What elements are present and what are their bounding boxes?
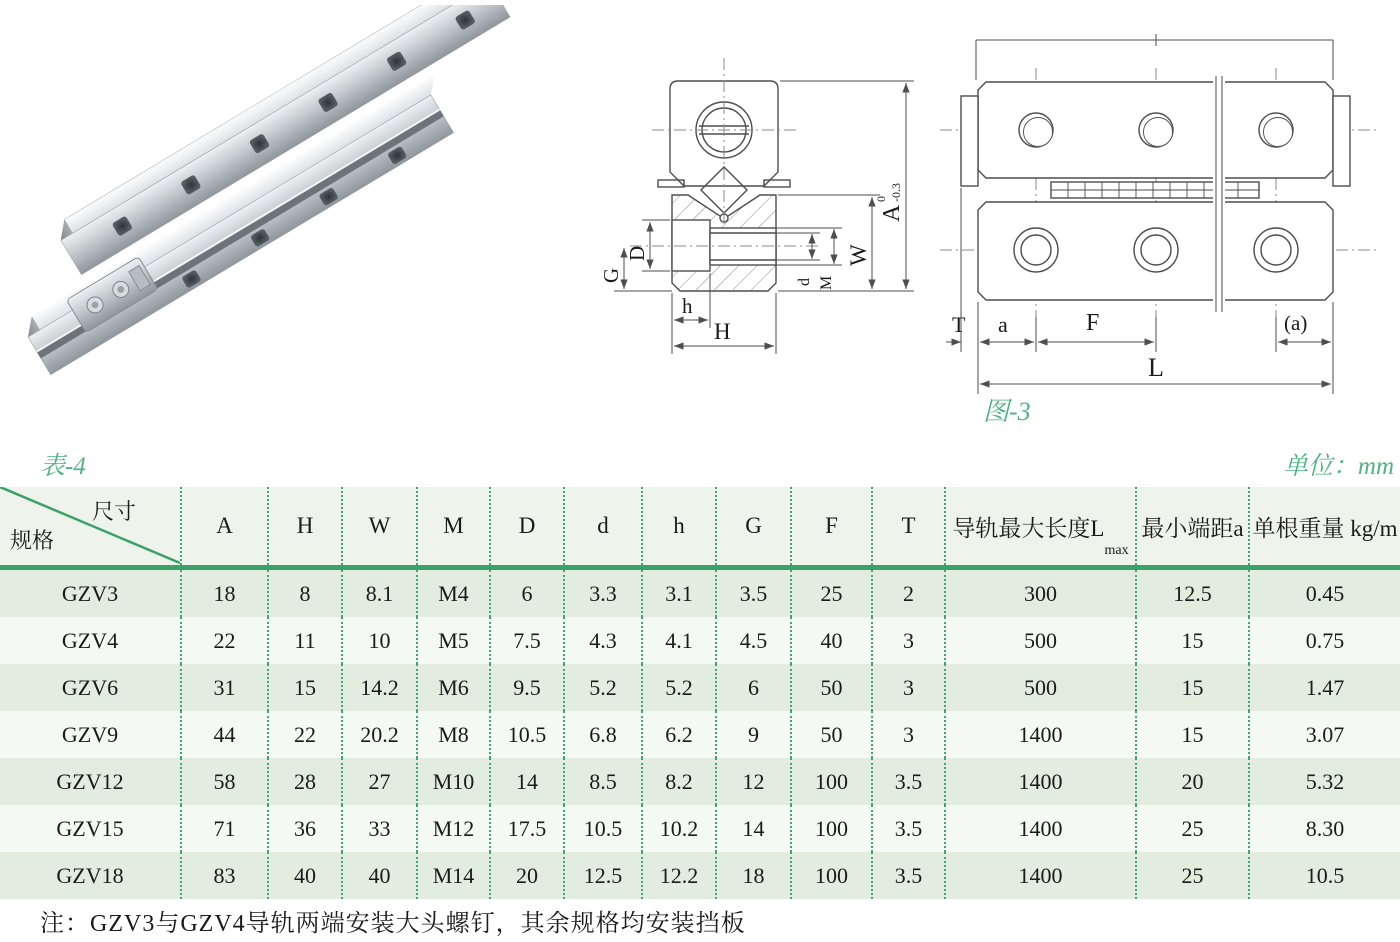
cell-M: M6 (416, 664, 489, 711)
table-row (0, 617, 1400, 664)
dim-label-L: L (1148, 353, 1164, 382)
cell-D: 10.5 (489, 711, 563, 758)
col-header-min-end: 最小端距a (1135, 487, 1248, 565)
cell-H: 22 (267, 711, 341, 758)
table-caption: 表-4 (40, 453, 86, 480)
cell-G: 4.5 (715, 617, 790, 664)
cell-min-end: 15 (1135, 711, 1248, 758)
col-header-d: d (563, 487, 641, 565)
cell-G: 12 (715, 758, 790, 805)
cell-M: M10 (416, 758, 489, 805)
cell-G: 9 (715, 711, 790, 758)
cell-model: GZV12 (56, 768, 124, 794)
cell-A: 44 (180, 711, 267, 758)
cell-M: M14 (416, 852, 489, 899)
cell-A: 71 (180, 805, 267, 852)
cell-D: 9.5 (489, 664, 563, 711)
cell-model: GZV3 (61, 580, 119, 606)
rail-3d-image (10, 5, 550, 385)
cell-min-end: 25 (1135, 852, 1248, 899)
cell-T: 3 (871, 664, 944, 711)
dim-label-H: H (714, 319, 731, 344)
cell-F: 25 (790, 570, 871, 617)
cell-D: 20 (489, 852, 563, 899)
cell-F: 50 (790, 711, 871, 758)
cell-d: 10.5 (563, 805, 641, 852)
cell-H: 36 (267, 805, 341, 852)
cell-d: 6.8 (563, 711, 641, 758)
corner-label-model: 规格 (10, 528, 55, 553)
cell-G: 18 (715, 852, 790, 899)
table-row (0, 570, 1400, 617)
cell-min-end: 12.5 (1135, 570, 1248, 617)
cell-h: 8.2 (641, 758, 715, 805)
dim-label-a2: (a) (1284, 311, 1308, 335)
cell-F: 100 (790, 805, 871, 852)
cell-weight: 5.32 (1248, 758, 1400, 805)
col-header-A: A (180, 487, 267, 565)
cell-weight: 8.30 (1248, 805, 1400, 852)
cell-T: 3 (871, 711, 944, 758)
dim-label-F: F (1086, 310, 1100, 336)
table-body (0, 570, 1400, 899)
cell-min-end: 15 (1135, 617, 1248, 664)
cell-G: 14 (715, 805, 790, 852)
cell-D: 17.5 (489, 805, 563, 852)
cell-lmax: 1400 (944, 805, 1135, 852)
unit-label: 单位：mm (1282, 453, 1394, 480)
cell-T: 2 (871, 570, 944, 617)
cell-min-end: 15 (1135, 664, 1248, 711)
cell-weight: 1.47 (1248, 664, 1400, 711)
cell-F: 50 (790, 664, 871, 711)
cell-T: 3 (871, 617, 944, 664)
cell-A: 31 (180, 664, 267, 711)
table-row (0, 852, 1400, 899)
cell-weight: 3.07 (1248, 711, 1400, 758)
dim-label-a: a (998, 312, 1008, 337)
cell-min-end: 20 (1135, 758, 1248, 805)
corner-cell (0, 487, 180, 565)
cell-H: 11 (267, 617, 341, 664)
cell-W: 14.2 (341, 664, 416, 711)
cell-d: 12.5 (563, 852, 641, 899)
cell-model: GZV9 (61, 721, 119, 747)
cell-d: 8.5 (563, 758, 641, 805)
cell-A: 58 (180, 758, 267, 805)
dim-label-d: d (796, 278, 813, 286)
table-row (0, 711, 1400, 758)
cell-D: 7.5 (489, 617, 563, 664)
cell-W: 20.2 (341, 711, 416, 758)
cell-weight: 0.45 (1248, 570, 1400, 617)
dim-label-G: G (599, 267, 623, 283)
cell-F: 40 (790, 617, 871, 664)
dim-label-h: h (682, 294, 693, 318)
cell-d: 4.3 (563, 617, 641, 664)
cell-h: 4.1 (641, 617, 715, 664)
cell-W: 40 (341, 852, 416, 899)
col-header-h: h (641, 487, 715, 565)
cell-W: 10 (341, 617, 416, 664)
col-header-D: D (489, 487, 563, 565)
cell-T: 3.5 (871, 758, 944, 805)
cell-model: GZV15 (56, 815, 124, 841)
footnote: 注：GZV3与GZV4导轨两端安装大头螺钉，其余规格均安装挡板 (40, 911, 746, 937)
col-header-lmax: 导轨最大长度L max (944, 487, 1135, 565)
table-row (0, 758, 1400, 805)
cell-h: 10.2 (641, 805, 715, 852)
cell-H: 8 (267, 570, 341, 617)
cell-G: 3.5 (715, 570, 790, 617)
cell-h: 3.1 (641, 570, 715, 617)
cell-d: 5.2 (563, 664, 641, 711)
cross-section-drawing (572, 46, 942, 376)
dim-tolerance-lower: -0.3 (889, 183, 903, 202)
cell-h: 5.2 (641, 664, 715, 711)
figure-caption: 图-3 (983, 397, 1031, 426)
cell-model: GZV18 (56, 862, 124, 888)
rear-rail (53, 5, 522, 275)
cell-A: 18 (180, 570, 267, 617)
cell-T: 3.5 (871, 805, 944, 852)
cell-M: M4 (416, 570, 489, 617)
cell-min-end: 25 (1135, 805, 1248, 852)
dim-label-W: W (846, 244, 871, 266)
side-view-drawing (928, 12, 1390, 427)
col-header-H: H (267, 487, 341, 565)
cell-d: 3.3 (563, 570, 641, 617)
dim-label-D: D (625, 245, 649, 261)
cell-H: 28 (267, 758, 341, 805)
cell-lmax: 1400 (944, 852, 1135, 899)
cell-M: M5 (416, 617, 489, 664)
cell-lmax: 500 (944, 664, 1135, 711)
cell-weight: 0.75 (1248, 617, 1400, 664)
cell-F: 100 (790, 852, 871, 899)
col-header-M: M (416, 487, 489, 565)
dim-label-M: M (818, 275, 835, 290)
cell-W: 8.1 (341, 570, 416, 617)
table-caption-row (0, 446, 1400, 482)
spec-table (0, 487, 1400, 899)
cell-lmax: 500 (944, 617, 1135, 664)
cell-A: 22 (180, 617, 267, 664)
col-header-T: T (871, 487, 944, 565)
cell-W: 27 (341, 758, 416, 805)
cell-W: 33 (341, 805, 416, 852)
table-header (0, 487, 1400, 570)
cell-model: GZV6 (61, 674, 119, 700)
cell-h: 6.2 (641, 711, 715, 758)
cell-model: GZV4 (61, 627, 119, 653)
cell-A: 83 (180, 852, 267, 899)
cell-lmax: 1400 (944, 711, 1135, 758)
cell-weight: 10.5 (1248, 852, 1400, 899)
cell-D: 14 (489, 758, 563, 805)
cell-lmax: 1400 (944, 758, 1135, 805)
cell-M: M8 (416, 711, 489, 758)
col-header-F: F (790, 487, 871, 565)
cell-G: 6 (715, 664, 790, 711)
dim-label-T: T (952, 312, 966, 337)
cell-D: 6 (489, 570, 563, 617)
corner-label-size: 尺寸 (91, 499, 136, 524)
cell-H: 40 (267, 852, 341, 899)
col-header-G: G (715, 487, 790, 565)
dim-tolerance-upper: 0 (874, 196, 888, 202)
cell-H: 15 (267, 664, 341, 711)
cell-h: 12.2 (641, 852, 715, 899)
cell-lmax: 300 (944, 570, 1135, 617)
col-header-weight: 单根重量 kg/m (1248, 487, 1400, 565)
dim-label-A: A (879, 204, 905, 222)
cell-T: 3.5 (871, 852, 944, 899)
col-header-W: W (341, 487, 416, 565)
table-row (0, 664, 1400, 711)
table-row (0, 805, 1400, 852)
cell-F: 100 (790, 758, 871, 805)
cell-M: M12 (416, 805, 489, 852)
